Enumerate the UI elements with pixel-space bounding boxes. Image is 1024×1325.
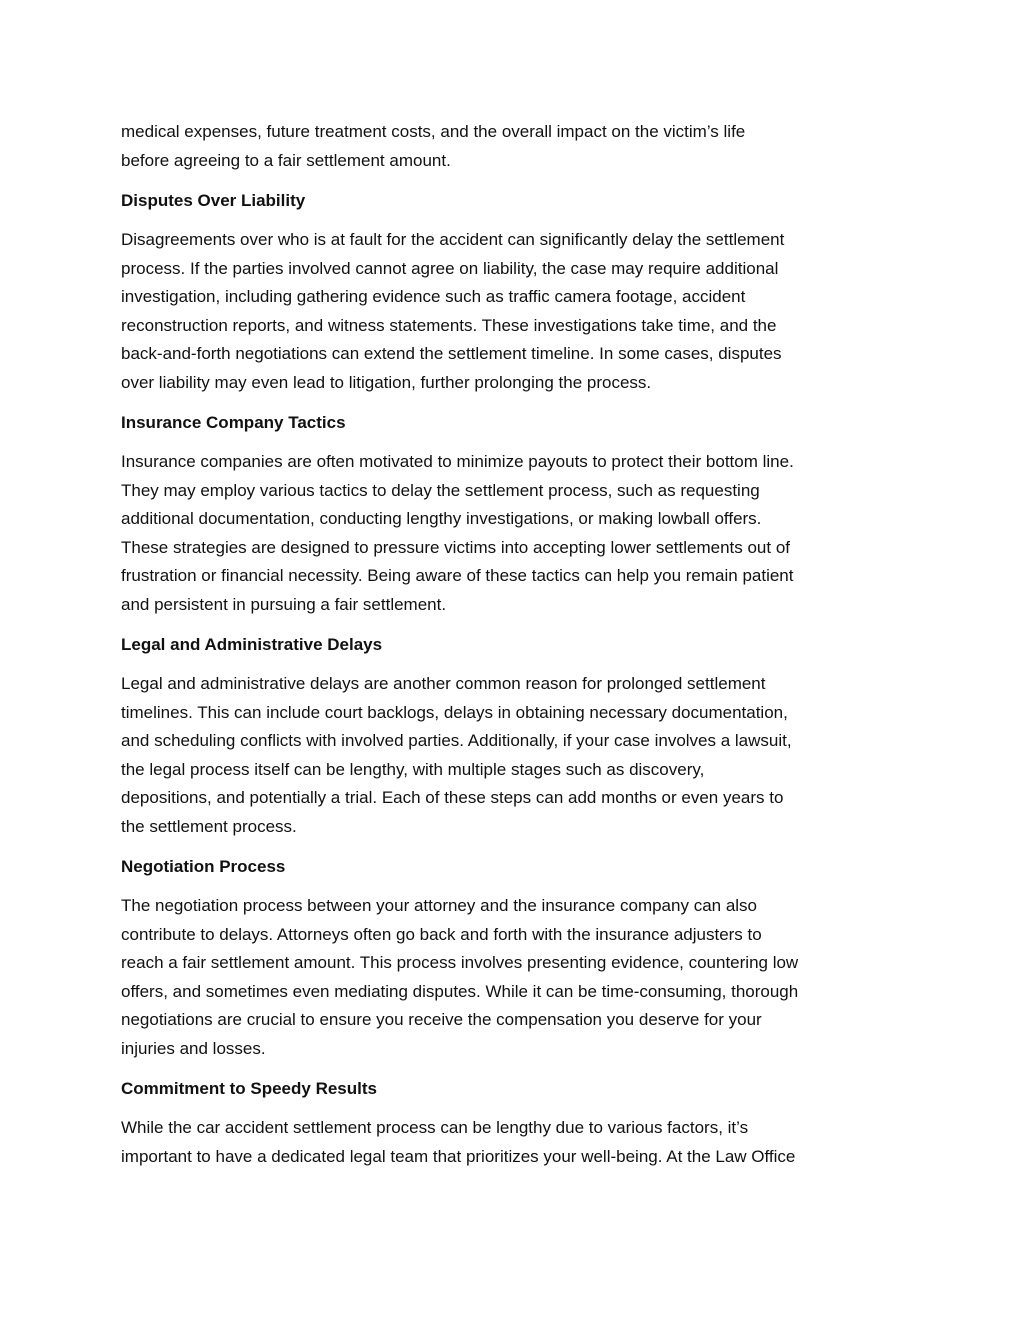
heading-negotiation-process: Negotiation Process bbox=[121, 857, 286, 876]
heading-commitment-speedy-results: Commitment to Speedy Results bbox=[121, 1079, 377, 1098]
paragraph-legal-administrative-delays: Legal and administrative delays are another common reason for prolonged settlement timelines. This can include court backlogs, delays in obtaining necessary documentation, and scheduling conflicts with involved parties. Additionally, if your case involves a lawsuit, the legal process itself can be lengthy, with multiple stages such as discovery, depositions, and potentially a trial. Each of these steps can add months or even years to the settlement process. bbox=[121, 674, 792, 836]
document-page bbox=[121, 118, 911, 1171]
heading-disputes-over-liability: Disputes Over Liability bbox=[121, 191, 306, 210]
paragraph-negotiation-process: The negotiation process between your attorney and the insurance company can also contribute to delays. Attorneys often go back and forth with the insurance adjusters to reach a fair settlement amount. This process involves presenting evidence, countering low offers, and sometimes even mediating disputes. While it can be time-consuming, thorough negotiations are crucial to ensure you receive the compensation you deserve for your injuries and losses. bbox=[121, 896, 799, 1058]
paragraph-commitment-speedy-results: While the car accident settlement process can be lengthy due to various factors, it’s important to have a dedicated legal team that prioritizes your well-being. At the Law Office bbox=[121, 1118, 796, 1166]
paragraph-insurance-company-tactics: Insurance companies are often motivated to minimize payouts to protect their bottom line. They may employ various tactics to delay the settlement process, such as requesting additional documentation, conducting lengthy investigations, or making lowball offers. These strategies are designed to pressure victims into accepting lower settlements out of frustration or financial necessity. Being aware of these tactics can help you remain patient and persistent in pursuing a fair settlement. bbox=[121, 452, 794, 614]
heading-legal-administrative-delays: Legal and Administrative Delays bbox=[121, 635, 383, 654]
paragraph-intro-continuation: medical expenses, future treatment costs, and the overall impact on the victim’s life before agreeing to a fair settlement amount. bbox=[121, 122, 746, 170]
paragraph-disputes-over-liability: Disagreements over who is at fault for the accident can significantly delay the settlement process. If the parties involved cannot agree on liability, the case may require additional investigation, including gathering evidence such as traffic camera footage, accident reconstruction reports, and witness statements. These investigations take time, and the back-and-forth negotiations can extend the settlement timeline. In some cases, disputes over liability may even lead to litigation, further prolonging the process. bbox=[121, 230, 785, 392]
heading-insurance-company-tactics: Insurance Company Tactics bbox=[121, 413, 346, 432]
